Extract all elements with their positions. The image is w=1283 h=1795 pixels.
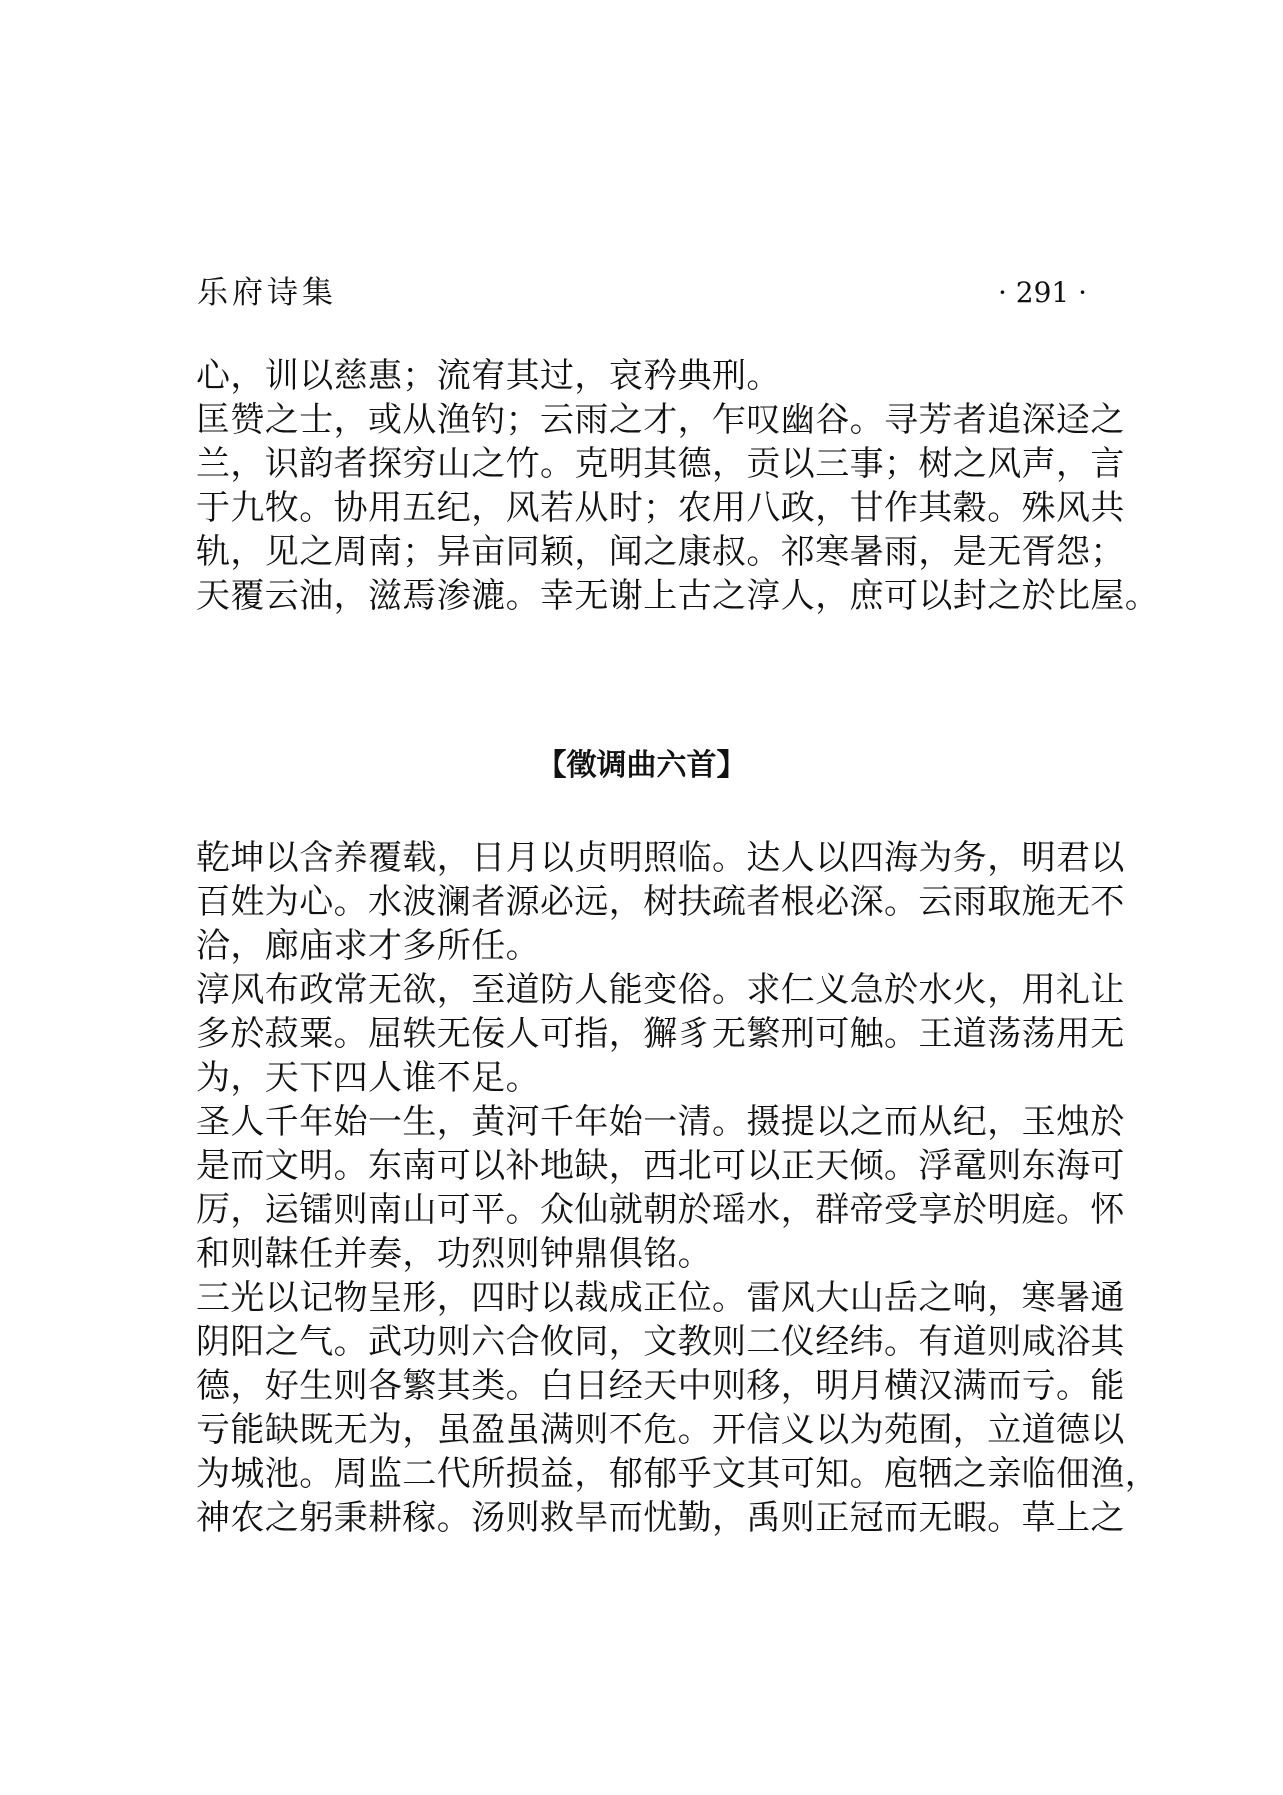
text-line: 神农之躬秉耕稼。汤则救旱而忧勤，禹则正冠而无暇。草上之 (196, 1498, 1125, 1538)
text-line: 乾坤以含养覆载，日月以贞明照临。达人以四海为务，明君以 (196, 838, 1125, 878)
text-line: 轨，见之周南；异亩同颖，闻之康叔。祁寒暑雨，是无胥怨； (196, 532, 1125, 572)
text-line: 厉，运镭则南山可平。众仙就朝於瑶水，群帝受享於明庭。怀 (196, 1190, 1125, 1230)
text-line: 匡赞之士，或从渔钓；云雨之才，乍叹幽谷。寻芳者追深迳之 (196, 400, 1125, 440)
text-line: 兰，识韵者探穷山之竹。克明其德，贡以三事；树之风声，言 (196, 444, 1125, 484)
section-heading: 【徵调曲六首】 (536, 748, 747, 783)
book-title: 乐府诗集 (197, 275, 337, 311)
text-line: 为城池。周监二代所损益，郁郁乎文其可知。庖牺之亲临佃渔， (196, 1454, 1160, 1494)
running-head (197, 271, 1087, 315)
text-line: 多於菽粟。屈轶无佞人可指，獬豸无繁刑可触。王道荡荡用无 (196, 1014, 1125, 1054)
text-line: 为，天下四人谁不足。 (196, 1058, 540, 1098)
text-line: 洽，廊庙求才多所任。 (196, 926, 540, 966)
text-line: 于九牧。协用五纪，风若从时；农用八政，甘作其穀。殊风共 (196, 488, 1125, 528)
text-line: 和则韎任并奏，功烈则钟鼎俱铭。 (196, 1234, 712, 1274)
text-line: 三光以记物呈形，四时以裁成正位。雷风大山岳之响，寒暑通 (196, 1278, 1125, 1318)
poem-text (196, 836, 1160, 1540)
text-line: 亏能缺既无为，虽盈虽满则不危。开信义以为苑囿，立道德以 (196, 1410, 1125, 1450)
text-line: 阴阳之气。武功则六合攸同，文教则二仪经纬。有道则咸浴其 (196, 1322, 1125, 1362)
text-line: 淳风布政常无欲，至道防人能变俗。求仁义急於水火，用礼让 (196, 970, 1125, 1010)
text-line: 天覆云油，滋焉渗漉。幸无谢上古之淳人，庶可以封之於比屋。 (196, 576, 1160, 616)
text-line: 圣人千年始一生，黄河千年始一清。摄提以之而从纪，玉烛於 (196, 1102, 1125, 1142)
text-line: 德，好生则各繁其类。白日经天中则移，明月横汉满而亏。能 (196, 1366, 1125, 1406)
text-line: 是而文明。东南可以补地缺，西北可以正天倾。浮鼋则东海可 (196, 1146, 1125, 1186)
page-number: · 291 · (997, 276, 1087, 309)
text-line: 百姓为心。水波澜者源必远，树扶疏者根必深。云雨取施无不 (196, 882, 1125, 922)
text-line: 心，训以慈惠；流宥其过，哀矜典刑。 (196, 356, 781, 396)
continued-prose (196, 354, 1160, 618)
